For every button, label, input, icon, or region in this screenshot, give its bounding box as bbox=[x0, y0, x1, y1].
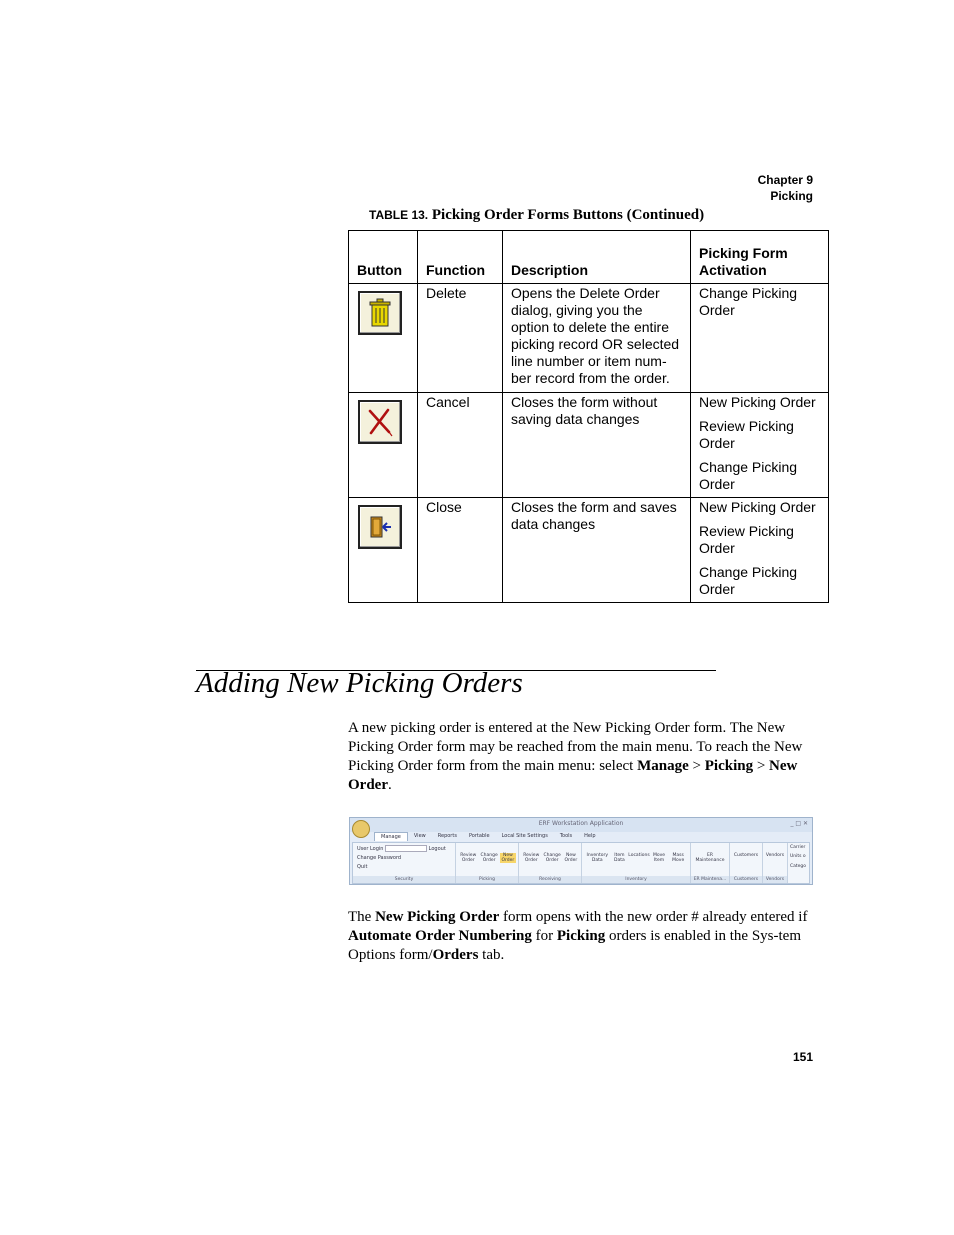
group-label: Picking bbox=[456, 876, 518, 883]
table-caption-title: Picking Order Forms Buttons (Continued) bbox=[431, 207, 705, 223]
description-cell: Opens the Delete Order dialog, giving you the option to delete the entire picking record OR selected line number or item num-ber record from the order. bbox=[503, 284, 691, 393]
user-login-label: User Login bbox=[357, 846, 384, 852]
table-caption-label: TABLE 13. bbox=[369, 208, 429, 222]
carrier-button[interactable]: Carrier bbox=[790, 845, 806, 850]
bold-picking: Picking bbox=[556, 928, 606, 944]
group-label: Security bbox=[353, 876, 455, 883]
intro-paragraph bbox=[348, 719, 814, 795]
header-description: Description bbox=[503, 231, 691, 284]
tab-view[interactable]: View bbox=[413, 833, 426, 839]
header-button: Button bbox=[349, 231, 418, 284]
group-vendors bbox=[763, 843, 788, 883]
receiving-review-order-button[interactable]: Review Order bbox=[523, 853, 540, 863]
description-cell: Closes the form and saves data changes bbox=[503, 498, 691, 603]
user-login-row bbox=[357, 845, 446, 852]
group-label: Vendors bbox=[763, 876, 787, 883]
running-head bbox=[758, 172, 813, 204]
customers-button[interactable]: Customers bbox=[733, 853, 759, 858]
bold-new-picking-order: New Picking Order bbox=[375, 909, 500, 925]
intro-text: A new picking order is entered at the New Picking Order form. The New Picking Order form may be reached from the main menu. To reach the New Picking Order form from the main menu: select bbox=[348, 720, 803, 774]
table-caption bbox=[369, 206, 704, 224]
units-button[interactable]: Units o bbox=[790, 854, 806, 859]
inventory-data-button[interactable]: Inventory Data bbox=[586, 853, 609, 863]
table-row bbox=[349, 393, 829, 498]
table-header-row bbox=[349, 231, 829, 284]
menu-picking: Picking bbox=[704, 758, 754, 774]
menu-separator: > bbox=[753, 758, 770, 774]
tab-reports[interactable]: Reports bbox=[437, 833, 457, 839]
app-title: ERF Workstation Application bbox=[538, 820, 624, 827]
button-cell bbox=[349, 284, 418, 393]
bold-automate-order-numbering: Automate Order Numbering bbox=[348, 928, 532, 944]
new-order-paragraph bbox=[348, 908, 814, 965]
activation-item: Change Picking Order bbox=[699, 564, 798, 597]
item-data-button[interactable]: Item Data bbox=[614, 853, 625, 863]
activation-cell bbox=[691, 284, 829, 393]
button-cell bbox=[349, 498, 418, 603]
tab-local-site-settings[interactable]: Local Site Settings bbox=[501, 833, 548, 839]
group-label: Inventory bbox=[582, 876, 690, 883]
description-cell: Closes the form without saving data changes bbox=[503, 393, 691, 498]
section-title: Adding New Picking Orders bbox=[196, 667, 523, 699]
activation-item: Change Picking Order bbox=[699, 459, 798, 492]
text: for bbox=[531, 928, 557, 944]
change-password-button[interactable]: Change Password bbox=[357, 855, 402, 861]
text: tab. bbox=[478, 947, 505, 963]
group-picking bbox=[456, 843, 519, 883]
group-er-maintenance bbox=[691, 843, 730, 883]
menu-manage: Manage bbox=[637, 758, 689, 774]
category-button[interactable]: Catego bbox=[790, 864, 807, 869]
ribbon bbox=[352, 842, 810, 884]
menu-separator: > bbox=[688, 758, 705, 774]
group-label: Receiving bbox=[519, 876, 581, 883]
app-title-bar bbox=[350, 818, 812, 832]
bold-orders: Orders bbox=[432, 947, 479, 963]
activation-item: New Picking Order bbox=[699, 499, 816, 515]
section-label: Picking bbox=[770, 189, 813, 203]
activation-item: Review Picking Order bbox=[699, 523, 794, 556]
red-x-icon bbox=[358, 400, 402, 444]
app-ribbon-screenshot bbox=[349, 817, 813, 885]
logout-button[interactable]: Logout bbox=[428, 846, 446, 852]
quit-button[interactable]: Quit bbox=[357, 864, 368, 870]
picking-new-order-button[interactable]: New Order bbox=[501, 853, 515, 863]
header-activation: Picking Form Activation bbox=[691, 231, 829, 284]
picking-change-order-button[interactable]: Change Order bbox=[480, 853, 498, 863]
vendors-button[interactable]: Vendors bbox=[765, 853, 785, 858]
trash-can-icon bbox=[358, 291, 402, 335]
tab-help[interactable]: Help bbox=[584, 833, 596, 839]
group-label: ER Maintena... bbox=[691, 876, 729, 883]
text: orders is enabled in the Sys-tem Options form/ bbox=[348, 928, 802, 963]
text: form opens with the new order # already entered if bbox=[499, 909, 808, 925]
activation-item: New Picking Order bbox=[699, 394, 816, 410]
table-row bbox=[349, 284, 829, 393]
tab-portable[interactable]: Portable bbox=[468, 833, 490, 839]
picking-review-order-button[interactable]: Review Order bbox=[460, 853, 477, 863]
page-number: 151 bbox=[792, 1050, 813, 1064]
function-cell: Close bbox=[418, 498, 503, 603]
receiving-change-order-button[interactable]: Change Order bbox=[543, 853, 561, 863]
mass-move-button[interactable]: Mass Move bbox=[672, 853, 685, 863]
function-cell: Delete bbox=[418, 284, 503, 393]
table-row bbox=[349, 498, 829, 603]
receiving-new-order-button[interactable]: New Order bbox=[564, 853, 578, 863]
button-cell bbox=[349, 393, 418, 498]
activation-item: Change Picking Order bbox=[699, 285, 798, 318]
move-item-button[interactable]: Move Item bbox=[653, 853, 666, 863]
menu-new-order: New Order bbox=[348, 758, 798, 793]
tab-tools[interactable]: Tools bbox=[559, 833, 573, 839]
header-function: Function bbox=[418, 231, 503, 284]
locations-button[interactable]: Locations bbox=[628, 853, 650, 858]
activation-cell bbox=[691, 393, 829, 498]
window-controls[interactable]: _ □ ✕ bbox=[790, 820, 808, 827]
text: The bbox=[348, 909, 376, 925]
activation-cell bbox=[691, 498, 829, 603]
chapter-label: Chapter 9 bbox=[757, 173, 813, 187]
user-login-field[interactable] bbox=[385, 845, 427, 852]
group-misc bbox=[788, 843, 809, 883]
buttons-table bbox=[348, 230, 829, 603]
er-maintenance-button[interactable]: ER Maintenance bbox=[695, 853, 725, 863]
group-receiving bbox=[519, 843, 582, 883]
door-exit-icon bbox=[358, 505, 402, 549]
group-security bbox=[353, 843, 456, 883]
function-cell: Cancel bbox=[418, 393, 503, 498]
group-inventory bbox=[582, 843, 691, 883]
app-menu-orb-icon[interactable] bbox=[352, 820, 370, 838]
tab-manage[interactable]: Manage bbox=[374, 832, 408, 841]
ribbon-tabs bbox=[374, 832, 602, 841]
group-customers bbox=[730, 843, 763, 883]
group-label: Customers bbox=[730, 876, 762, 883]
activation-item: Review Picking Order bbox=[699, 418, 794, 451]
intro-end: . bbox=[387, 777, 392, 793]
